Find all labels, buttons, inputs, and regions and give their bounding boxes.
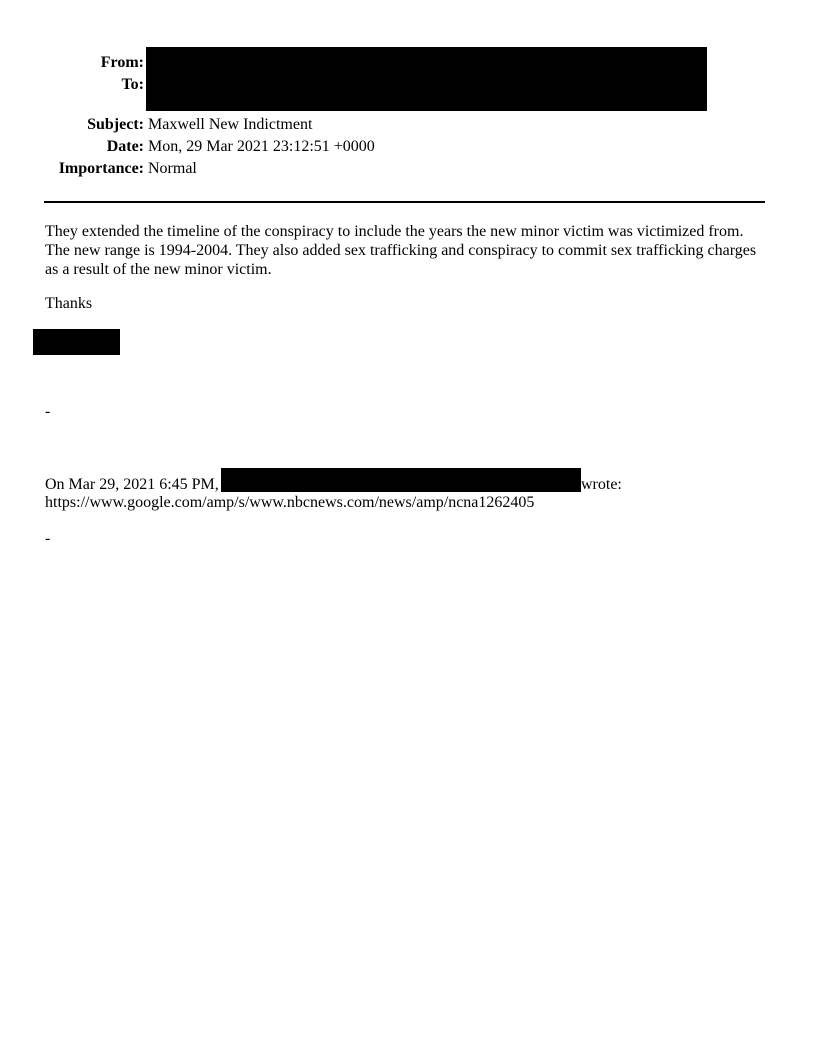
quoted-header-prefix: On Mar 29, 2021 6:45 PM, xyxy=(45,476,219,493)
date-value: Mon, 29 Mar 2021 23:12:51 +0000 xyxy=(148,138,375,155)
subject-label: Subject: xyxy=(87,116,144,133)
header-divider xyxy=(44,201,765,203)
importance-label: Importance: xyxy=(58,160,144,177)
message-body-paragraph: They extended the timeline of the conspiracy to include the years the new minor victim was victimized from. The new range is 1994-2004. They also added sex trafficking and conspiracy to commit sex trafficking charges as a result of the new minor victim. xyxy=(45,223,757,278)
separator-dash: - xyxy=(45,403,51,420)
to-label: To: xyxy=(121,76,144,93)
separator-dash-2: - xyxy=(45,530,51,547)
signature-redaction xyxy=(33,329,120,355)
quoted-header-suffix: wrote: xyxy=(581,476,622,493)
from-label: From: xyxy=(100,54,144,71)
quoted-url-link[interactable]: https://www.google.com/amp/s/www.nbcnews.com/news/amp/ncna1262405 xyxy=(45,494,535,511)
importance-value: Normal xyxy=(148,160,197,177)
subject-value: Maxwell New Indictment xyxy=(148,116,313,133)
date-label: Date: xyxy=(106,138,144,155)
thanks-text: Thanks xyxy=(45,295,93,312)
quoted-sender-redaction xyxy=(221,468,581,492)
from-to-redaction xyxy=(146,47,707,111)
